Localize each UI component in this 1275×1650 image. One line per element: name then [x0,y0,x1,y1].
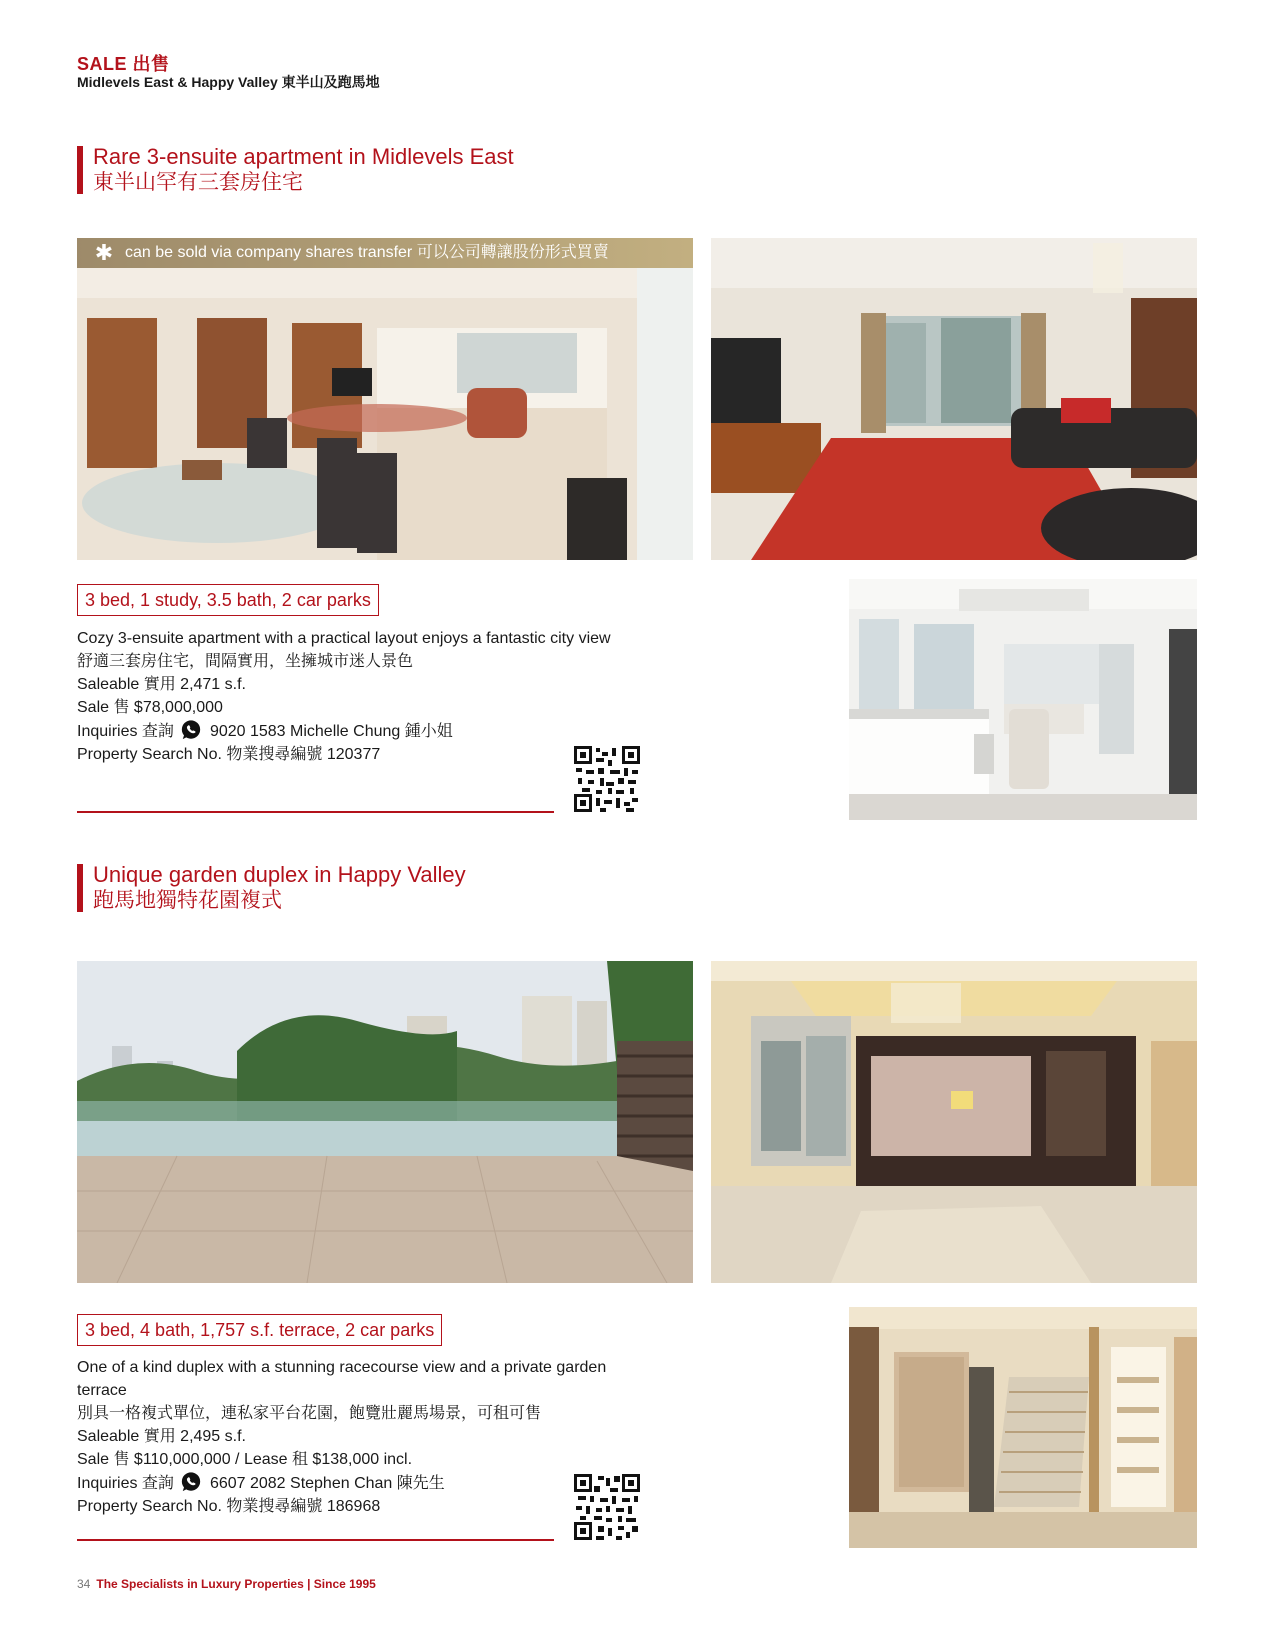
listing-1-desc-zh: 舒適三套房住宅，間隔實用，坐擁城市迷人景色 [77,653,414,670]
listing-1-divider [77,811,554,813]
listing-2-desc-en-cont: terrace [77,1382,127,1399]
listing-1-title-en: Rare 3-ensuite apartment in Midlevels East [93,144,514,169]
listing-2-photo-staircase [849,1307,1197,1548]
listing-2-divider [77,1539,554,1541]
listing-1-photo-living-room [711,238,1197,560]
listing-2-specs: 3 bed, 4 bath, 1,757 s.f. terrace, 2 car parks [77,1314,442,1346]
listing-1-saleable: Saleable 實用 2,471 s.f. [77,676,246,693]
whatsapp-icon [180,719,202,741]
listing-2-photo-living-room [711,961,1197,1283]
page-number: 34 [77,1577,91,1591]
whatsapp-icon [180,1471,202,1493]
listing-2-contact[interactable]: 6607 2082 Stephen Chan 陳先生 [209,1475,445,1492]
listing-2-info [77,1356,606,1518]
listing-2-price: Sale 售 $110,000,000 / Lease 租 $138,000 incl. [77,1451,413,1468]
listing-1-desc-en: Cozy 3-ensuite apartment with a practical layout enjoys a fantastic city view [77,630,611,647]
section-label: SALE 出售 [77,54,170,74]
listing-1-photo-kitchen [849,579,1197,820]
listing-2-qr-code[interactable] [574,1474,640,1540]
listing-2-desc-zh: 別具一格複式單位，連私家平台花園，飽覽壯麗馬場景，可租可售 [77,1405,542,1422]
listing-2-title-zh: 跑馬地獨特花園複式 [93,889,282,912]
region-label: Midlevels East & Happy Valley 東半山及跑馬地 [77,74,380,90]
listing-1-search-no: Property Search No. 物業搜尋編號 120377 [77,746,381,763]
listing-2-desc-en: One of a kind duplex with a stunning racecourse view and a private garden [77,1359,607,1376]
listing-1-contact[interactable]: 9020 1583 Michelle Chung 鍾小姐 [209,723,453,740]
footer-tagline: The Specialists in Luxury Properties | Since 1995 [96,1577,376,1591]
title-accent-bar [77,864,83,912]
listing-2-title-en: Unique garden duplex in Happy Valley [93,862,466,887]
asterisk-icon: ✱ [94,240,114,265]
inquiries-label: Inquiries 查詢 [77,723,174,740]
listing-2-inquiries [77,1471,606,1495]
listing-1-inquiries [77,719,611,743]
banner-text: can be sold via company shares transfer 可以公司轉讓股份形式買賣 [125,244,609,261]
listing-2-search-no: Property Search No. 物業搜尋編號 186968 [77,1498,381,1515]
page-footer [77,1577,376,1591]
listing-1-price: Sale 售 $78,000,000 [77,699,223,716]
listing-1-qr-code[interactable] [574,746,640,812]
company-share-transfer-banner [77,238,693,268]
listing-1-specs: 3 bed, 1 study, 3.5 bath, 2 car parks [77,584,379,616]
listing-1-photo-dining-room [77,238,693,560]
listing-2-saleable: Saleable 實用 2,495 s.f. [77,1428,246,1445]
listing-1-title-zh: 東半山罕有三套房住宅 [93,171,303,194]
listing-1-info [77,627,611,766]
inquiries-label: Inquiries 查詢 [77,1475,174,1492]
title-accent-bar [77,146,83,194]
listing-2-photo-garden-terrace [77,961,693,1283]
